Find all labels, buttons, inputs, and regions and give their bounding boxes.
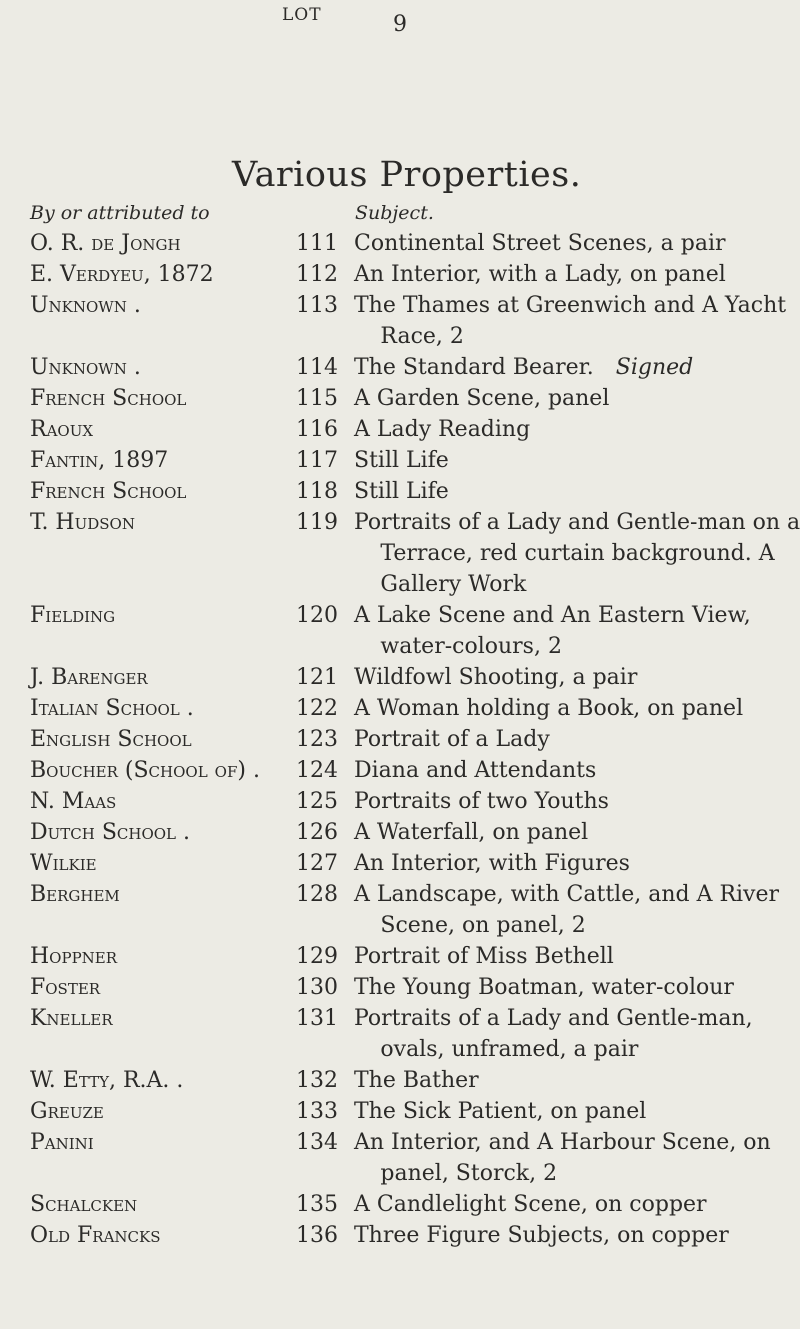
artist-name: Panini: [30, 1130, 94, 1155]
lot-row: [0, 259, 800, 290]
subject-text: [354, 1220, 800, 1251]
artist-name: Dutch School .: [30, 820, 191, 845]
artist-name: Wilkie: [30, 851, 97, 876]
subject-text: [354, 662, 800, 693]
lot-row: [0, 228, 800, 259]
subject-title: Still Life: [354, 479, 449, 504]
subject-text: [354, 259, 800, 290]
subject-title: Continental Street Scenes, a pair: [354, 231, 726, 256]
artist-name: Italian School .: [30, 696, 194, 721]
subject-text: [354, 941, 800, 972]
lot-number: 135: [296, 1192, 338, 1217]
subject-title: The Standard Bearer.: [354, 355, 594, 380]
lot-number: 130: [296, 975, 338, 1000]
artist-name: Raoux: [30, 417, 94, 442]
subject-text: [354, 476, 800, 507]
lot-number: 116: [296, 417, 338, 442]
lot-list: [0, 228, 800, 1251]
lot-number: 126: [296, 820, 338, 845]
subject-title: Still Life: [354, 448, 449, 473]
lot-number: 120: [296, 603, 338, 628]
artist-name: English School: [30, 727, 192, 752]
artist-name: O. R. de Jongh: [30, 231, 181, 256]
artist-name: W. Etty, R.A. .: [30, 1068, 184, 1093]
lot-row: [0, 1220, 800, 1251]
lot-number: 119: [296, 510, 338, 535]
lot-number: 118: [296, 479, 338, 504]
artist-name: J. Barenger: [30, 665, 148, 690]
subject-title: A Lake Scene and An Eastern View, water-colours, 2: [354, 603, 751, 659]
lot-row: [0, 848, 800, 879]
subject-title: Portrait of a Lady: [354, 727, 550, 752]
lot-row: [0, 662, 800, 693]
artist-name: E. Verdyeu, 1872: [30, 262, 214, 287]
subject-title: A Waterfall, on panel: [354, 820, 589, 845]
subject-text: [354, 972, 800, 1003]
lot-number: 128: [296, 882, 338, 907]
lot-row: [0, 755, 800, 786]
lot-row: [0, 445, 800, 476]
subject-text: [354, 755, 800, 786]
lot-row: [0, 817, 800, 848]
lot-number: 133: [296, 1099, 338, 1124]
subject-title: The Young Boatman, water-colour: [354, 975, 734, 1000]
subject-title: Three Figure Subjects, on copper: [354, 1223, 729, 1248]
column-header-artist: By or attributed to: [30, 202, 210, 224]
lot-row: [0, 600, 800, 662]
column-header-subject: Subject.: [355, 202, 434, 224]
artist-name: T. Hudson: [30, 510, 135, 535]
subject-text: [354, 414, 800, 445]
lot-row: [0, 1127, 800, 1189]
artist-name: Fantin, 1897: [30, 448, 169, 473]
artist-name: Foster: [30, 975, 101, 1000]
lot-number: 125: [296, 789, 338, 814]
subject-title: A Lady Reading: [354, 417, 531, 442]
lot-row: [0, 786, 800, 817]
subject-text: [354, 693, 800, 724]
lot-row: [0, 1065, 800, 1096]
subject-title: An Interior, with a Lady, on panel: [354, 262, 726, 287]
lot-number: 132: [296, 1068, 338, 1093]
subject-title: Portraits of two Youths: [354, 789, 609, 814]
lot-number: 129: [296, 944, 338, 969]
subject-text: [354, 724, 800, 755]
artist-name: Unknown .: [30, 355, 141, 380]
column-header-lot: LOT: [282, 5, 322, 25]
subject-title: A Landscape, with Cattle, and A River Scene, on panel, 2: [354, 882, 780, 938]
lot-row: [0, 383, 800, 414]
subject-title: An Interior, and A Harbour Scene, on panel, Storck, 2: [354, 1130, 771, 1186]
subject-title: A Woman holding a Book, on panel: [354, 696, 744, 721]
subject-text: [354, 786, 800, 817]
subject-title: Diana and Attendants: [354, 758, 597, 783]
lot-row: [0, 507, 800, 600]
artist-name: Schalcken: [30, 1192, 138, 1217]
artist-name: Kneller: [30, 1006, 113, 1031]
lot-number: 114: [296, 355, 338, 380]
subject-text: [354, 228, 800, 259]
subject-title: The Bather: [354, 1068, 479, 1093]
subject-title: An Interior, with Figures: [354, 851, 630, 876]
lot-row: [0, 972, 800, 1003]
subject-text: [354, 383, 800, 414]
artist-name: Hoppner: [30, 944, 118, 969]
artist-name: Berghem: [30, 882, 120, 907]
subject-text: [354, 290, 800, 352]
subject-title: Portrait of Miss Bethell: [354, 944, 614, 969]
lot-number: 111: [296, 231, 338, 256]
artist-name: Old Francks: [30, 1223, 161, 1248]
lot-row: [0, 290, 800, 352]
lot-number: 127: [296, 851, 338, 876]
lot-row: [0, 1003, 800, 1065]
lot-row: [0, 724, 800, 755]
artist-name: Fielding: [30, 603, 116, 628]
subject-text: [354, 1127, 800, 1189]
subject-text: [354, 879, 800, 941]
subject-title: A Candlelight Scene, on copper: [354, 1192, 707, 1217]
subject-text: [354, 445, 800, 476]
lot-row: [0, 693, 800, 724]
artist-name: N. Maas: [30, 789, 117, 814]
lot-number: 123: [296, 727, 338, 752]
subject-text: [354, 848, 800, 879]
artist-name: Unknown .: [30, 293, 141, 318]
artist-name: Boucher (School of) .: [30, 758, 260, 783]
lot-number: 112: [296, 262, 338, 287]
lot-row: [0, 476, 800, 507]
subject-text: [354, 1065, 800, 1096]
artist-name: French School: [30, 479, 187, 504]
subject-title: The Thames at Greenwich and A Yacht Race, 2: [354, 293, 787, 349]
artist-name: French School: [30, 386, 187, 411]
lot-row: [0, 1096, 800, 1127]
lot-number: 131: [296, 1006, 338, 1031]
lot-number: 113: [296, 293, 338, 318]
lot-row: [0, 1189, 800, 1220]
subject-title: Portraits of a Lady and Gentle-man, ovals, unframed, a pair: [354, 1006, 753, 1062]
subject-text: [354, 600, 800, 662]
page-number: 9: [393, 12, 407, 37]
subject-text: [354, 1096, 800, 1127]
artist-name: Greuze: [30, 1099, 104, 1124]
lot-number: 136: [296, 1223, 338, 1248]
lot-number: 122: [296, 696, 338, 721]
subject-text: [354, 817, 800, 848]
subject-note: Signed: [615, 355, 694, 380]
lot-row: [0, 414, 800, 445]
subject-title: A Garden Scene, panel: [354, 386, 610, 411]
lot-number: 124: [296, 758, 338, 783]
lot-row: [0, 879, 800, 941]
subject-title: Wildfowl Shooting, a pair: [354, 665, 638, 690]
page-title: Various Properties.: [232, 155, 582, 195]
lot-row: [0, 941, 800, 972]
lot-number: 134: [296, 1130, 338, 1155]
subject-text: [354, 507, 800, 600]
subject-text: [354, 352, 800, 383]
lot-number: 121: [296, 665, 338, 690]
lot-row: [0, 352, 800, 383]
lot-number: 117: [296, 448, 338, 473]
subject-title: The Sick Patient, on panel: [354, 1099, 647, 1124]
subject-text: [354, 1189, 800, 1220]
lot-number: 115: [296, 386, 338, 411]
subject-title: Portraits of a Lady and Gentle-man on a Terrace, red curtain background. A Gallery Work: [354, 510, 800, 597]
subject-text: [354, 1003, 800, 1065]
